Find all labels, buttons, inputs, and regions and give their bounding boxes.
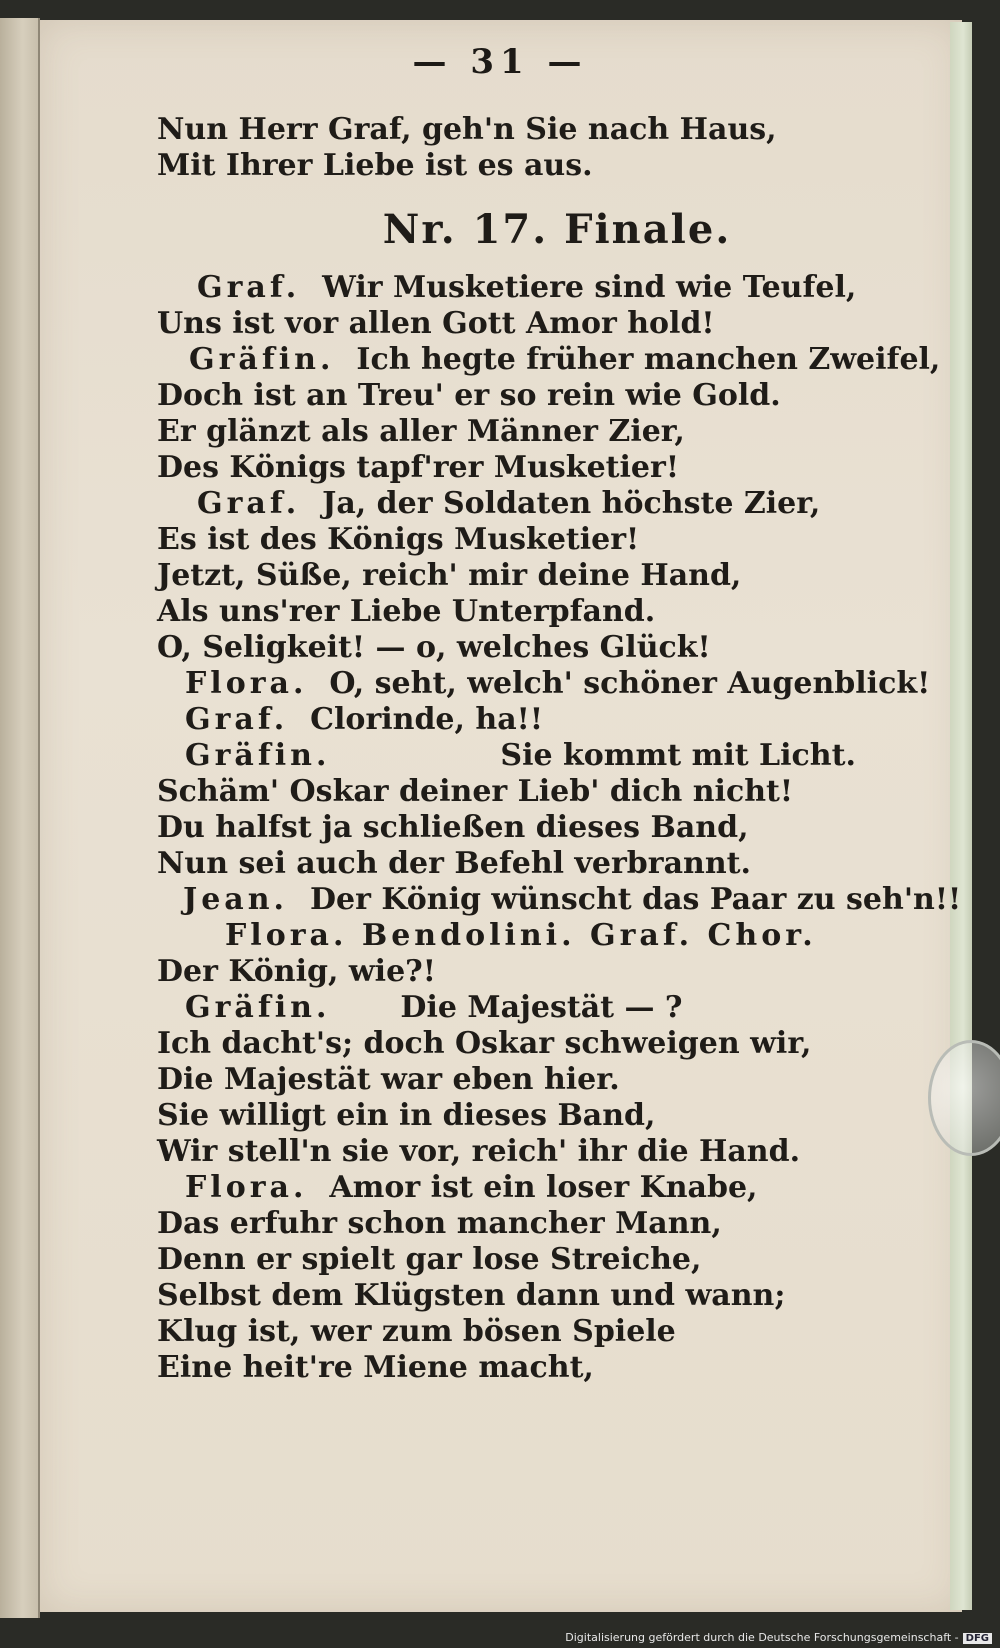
speaker-name: Flora. [185,1170,308,1205]
verse-text: Der König, wie?! [157,954,436,989]
footer-credit [565,1631,992,1644]
verse-line [157,1062,917,1098]
verse-line [157,1098,917,1134]
verse-line [157,666,931,702]
section-title: Nr. 17. Finale. [382,206,732,253]
verse-text: Eine heit're Miene macht, [157,1350,594,1385]
verse-text: Sie willigt ein in dieses Band, [157,1098,656,1133]
verse-text: Clorinde, ha!! [310,702,543,737]
footer-text: Digitalisierung gefördert durch die Deutsche Forschungsgemeinschaft - [565,1631,959,1644]
verse-line [157,630,917,666]
verse-text: Die Majestät — ? [400,990,683,1025]
verse-line [157,558,917,594]
verse-text: Schäm' Oskar deiner Lieb' dich nicht! [157,774,794,809]
speaker-name: Flora. [185,666,308,701]
verse-text: Er glänzt als aller Männer Zier, [157,414,685,449]
verse-line [157,738,917,774]
verse-line [157,522,917,558]
verse-line [157,702,917,738]
verse-line [157,774,917,810]
verse-text: Selbst dem Klügsten dann und wann; [157,1278,786,1313]
speaker-name: Jean. [183,882,288,917]
verse-line [157,306,917,342]
verse-line [157,954,917,990]
verse-text: Des Königs tapf'rer Musketier! [157,450,679,485]
verse-line [157,1206,917,1242]
text-block [157,112,962,1386]
verse-text: Ich dacht's; doch Oskar schweigen wir, [157,1026,812,1061]
verse-text: Nun sei auch der Befehl verbrannt. [157,846,751,881]
verse-text: Wir Musketiere sind wie Teufel, [322,270,857,305]
verse-text: Du halfst ja schließen dieses Band, [157,810,749,845]
verse-line [157,882,962,918]
verse-text: Das erfuhr schon mancher Mann, [157,1206,722,1241]
verse-line [157,846,917,882]
verse-line [157,918,917,954]
verse-line [157,1026,917,1062]
verse-text: Es ist des Königs Musketier! [157,522,640,557]
verse-line [157,990,917,1026]
verse-line [157,414,917,450]
verse-line [157,1350,917,1386]
verse-line [157,450,917,486]
verse-text: Amor ist ein loser Knabe, [329,1170,758,1205]
verse-line [157,1278,917,1314]
verse-line [157,1242,917,1278]
verse-text: Ja, der Soldaten höchste Zier, [322,486,821,521]
verse-text: Denn er spielt gar lose Streiche, [157,1242,702,1277]
verse-text: O, seht, welch' schöner Augenblick! [329,666,931,701]
page-number: — 31 — [412,42,588,82]
verse-text: Uns ist vor allen Gott Amor hold! [157,306,715,341]
verse-text: Ich hegte früher manchen Zweifel, [356,342,941,377]
verse-line [157,342,941,378]
verse-line [157,378,917,414]
verse-text: Wir stell'n sie vor, reich' ihr die Hand. [157,1134,801,1169]
finale-text [157,270,962,1386]
speaker-name: Graf. [197,270,301,305]
verse-line [157,810,917,846]
verse-text: Flora. Bendolini. Graf. Chor. [225,918,817,953]
verse-text: Der König wünscht das Paar zu seh'n!! [309,882,962,917]
dfg-logo: DFG [963,1633,992,1644]
verse-text: Jetzt, Süße, reich' mir deine Hand, [157,558,742,593]
verse-line [157,594,917,630]
facing-page-edge [0,18,40,1618]
verse-line: Nun Herr Graf, geh'n Sie nach Haus, [157,112,777,147]
verse-text: Sie kommt mit Licht. [500,738,856,773]
speaker-name: Graf. [197,486,301,521]
page-stack-edge [950,22,972,1610]
verse-text: O, Seligkeit! — o, welches Glück! [157,630,711,665]
verse-text: Doch ist an Treu' er so rein wie Gold. [157,378,781,413]
verse-line [157,270,917,306]
verse-text: Als uns'rer Liebe Unterpfand. [157,594,656,629]
speaker-name: Gräfin. [185,738,331,773]
verse-line [157,1314,917,1350]
verse-line [157,486,917,522]
verse-line [157,1134,917,1170]
speaker-name: Gräfin. [189,342,335,377]
verse-line [157,1170,917,1206]
verse-line: Mit Ihrer Liebe ist es aus. [157,148,593,183]
verse-text: Klug ist, wer zum bösen Spiele [157,1314,676,1349]
verse-text: Die Majestät war eben hier. [157,1062,620,1097]
speaker-name: Gräfin. [185,990,331,1025]
speaker-name: Graf. [185,702,289,737]
